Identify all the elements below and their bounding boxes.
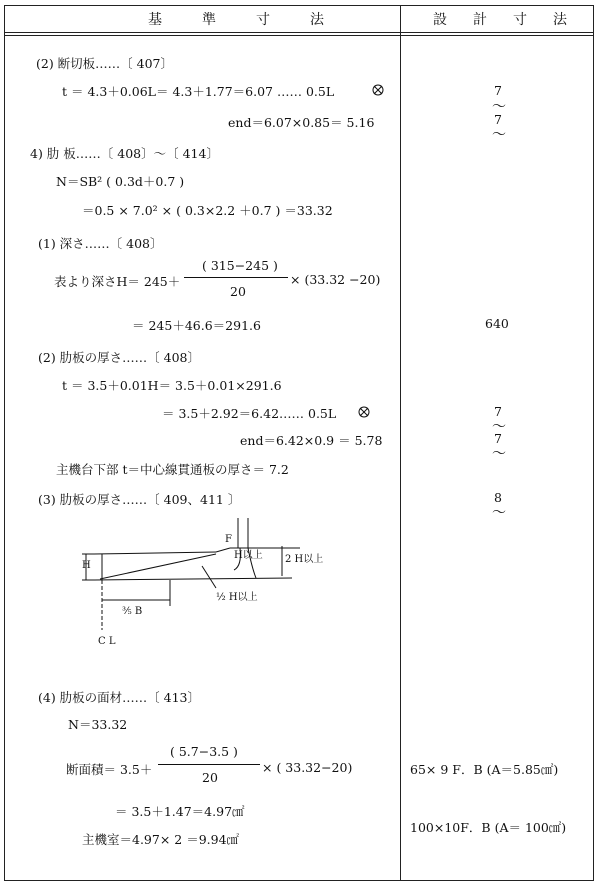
equation: end＝6.07×0.85＝ 5.16 xyxy=(228,115,375,130)
equation: ＝0.5 × 7.0² × ( 0.3×2.2 ＋0.7 ) ＝33.32 xyxy=(82,203,333,218)
equation: ＝ 3.5＋2.92＝6.42…… 0.5L xyxy=(162,406,337,421)
header-left-char: 基 xyxy=(148,12,162,28)
design-value: 7 xyxy=(494,431,502,446)
header-right-char: 寸 xyxy=(513,12,527,28)
section-title: (2) 断切板……〔 407〕 xyxy=(36,56,174,71)
label-2h: 2 H以上 xyxy=(285,554,324,565)
equation: 断面積＝ 3.5＋ xyxy=(66,762,153,777)
header-left-char: 寸 xyxy=(256,12,270,28)
header-right-char: 計 xyxy=(473,12,487,28)
design-value: 7 xyxy=(494,83,502,98)
label-3-5b: ⅗ B xyxy=(122,606,143,617)
fraction-numerator: ( 5.7−3.5 ) xyxy=(170,744,238,759)
label-half-h: ½ H以上 xyxy=(216,592,258,603)
equation: N＝SB² ( 0.3d＋0.7 ) xyxy=(56,174,185,189)
fraction-denominator: 20 xyxy=(230,284,246,299)
design-value: 640 xyxy=(485,316,509,331)
header-divider-double xyxy=(4,35,594,36)
label-h: H xyxy=(82,560,91,571)
section-title: (2) 肋板の厚さ……〔 408〕 xyxy=(38,350,201,365)
header-right-char: 設 xyxy=(433,12,447,28)
floor-diagram xyxy=(70,518,370,648)
note-mark-icon xyxy=(357,405,371,419)
note-mark-icon xyxy=(371,83,385,97)
label-cl: C L xyxy=(98,636,116,647)
equation: × (33.32 −20) xyxy=(290,272,381,287)
header-left-char: 法 xyxy=(310,12,324,28)
tilde-mark: ～ xyxy=(492,127,506,143)
label-h-min: H以上 xyxy=(234,550,263,561)
fraction-bar xyxy=(158,764,260,765)
fraction-numerator: ( 315−245 ) xyxy=(202,258,278,273)
equation: ＝ 245＋46.6＝291.6 xyxy=(132,318,261,333)
section-title: 4) 肋 板……〔 408〕～〔 414〕 xyxy=(30,146,219,161)
tilde-mark: ～ xyxy=(492,99,506,115)
section-title: (1) 深さ……〔 408〕 xyxy=(38,236,163,251)
tilde-mark: ～ xyxy=(492,419,506,435)
fraction-bar xyxy=(184,277,288,278)
fraction-denominator: 20 xyxy=(202,770,218,785)
equation: N＝33.32 xyxy=(68,717,128,732)
equation: 主機室＝4.97× 2 ＝9.94㎠ xyxy=(82,832,240,847)
design-value: 7 xyxy=(494,404,502,419)
equation: end＝6.42×0.9 ＝ 5.78 xyxy=(240,433,383,448)
header-left-char: 準 xyxy=(202,12,216,28)
equation: 表より深さH＝ 245＋ xyxy=(54,274,181,289)
label-f: F xyxy=(225,534,232,545)
design-value: 65× 9 F．B (A＝5.85㎠) xyxy=(410,762,559,777)
column-divider xyxy=(400,5,401,881)
header-divider xyxy=(4,32,594,33)
equation: × ( 33.32−20) xyxy=(262,760,353,775)
section-title: (3) 肋板の厚さ……〔 409、411 〕 xyxy=(38,492,241,507)
header-right-char: 法 xyxy=(553,12,567,28)
design-value: 7 xyxy=(494,112,502,127)
tilde-mark: ～ xyxy=(492,505,506,521)
note: 主機台下部 t＝中心線貫通板の厚さ＝ 7.2 xyxy=(56,462,289,477)
equation: ＝ 3.5＋1.47＝4.97㎠ xyxy=(115,804,245,819)
equation: t ＝ 3.5＋0.01H＝ 3.5＋0.01×291.6 xyxy=(62,378,282,393)
design-value: 8 xyxy=(494,490,502,505)
design-value: 100×10F．B (A＝ 100㎠) xyxy=(410,820,567,835)
section-title: (4) 肋板の面材……〔 413〕 xyxy=(38,690,201,705)
equation: t ＝ 4.3＋0.06L＝ 4.3＋1.77＝6.07 …… 0.5L xyxy=(62,84,335,99)
tilde-mark: ～ xyxy=(492,446,506,462)
